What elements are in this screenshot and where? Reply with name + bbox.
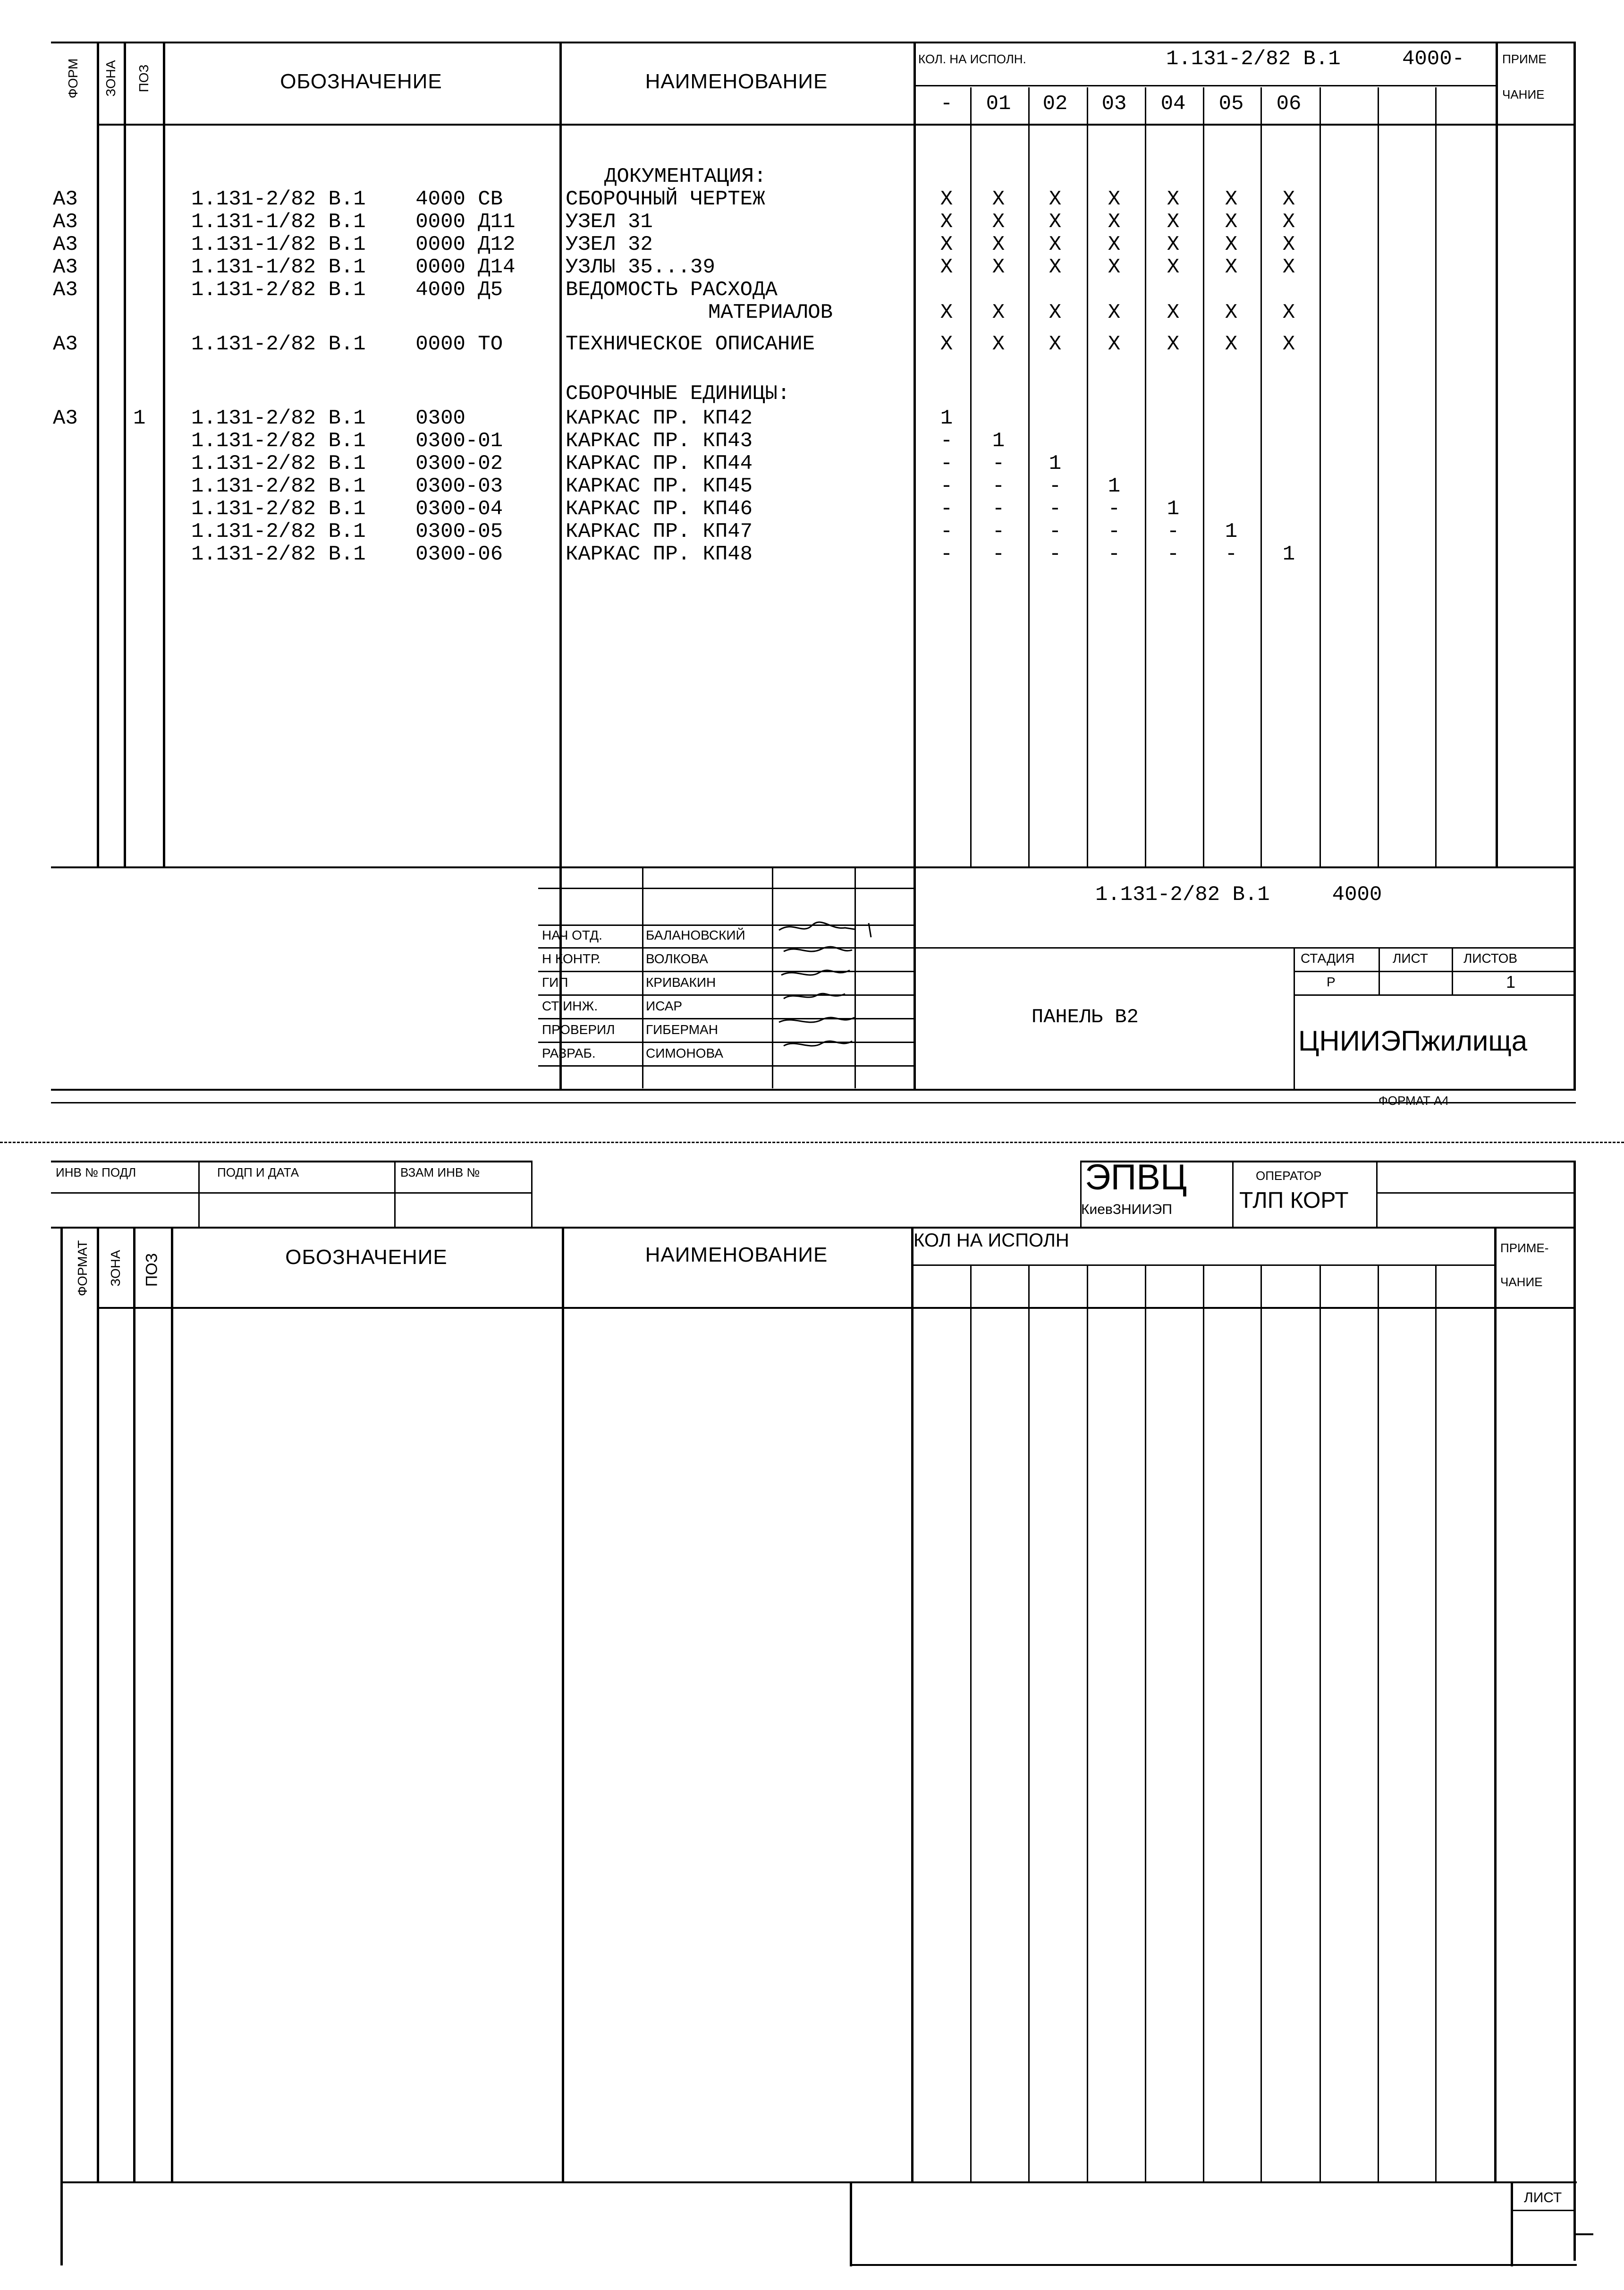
- table-row: МАТЕРИАЛОВ X X X X X X X: [708, 301, 1295, 324]
- variant-header-2: 02: [1042, 92, 1068, 116]
- signer-name: СИМОНОВА: [646, 1046, 723, 1060]
- replace-inv-label: ВЗАМ ИНВ №: [400, 1165, 480, 1179]
- stage-label: СТАДИЯ: [1301, 951, 1355, 966]
- note-header-2: ЧАНИЕ: [1502, 87, 1545, 102]
- table-row: 1.131-2/82 В.1 0300-05 КАРКАС ПР. КП47 - - - - - 1: [191, 520, 1238, 543]
- variant-header-0: -: [940, 92, 953, 116]
- col-zone-header: ЗОНА: [103, 60, 118, 97]
- table-row: [0, 165, 1624, 188]
- variant-header-1: 01: [986, 92, 1011, 116]
- signer-role: Н КОНТР.: [542, 951, 601, 966]
- signer-name: ВОЛКОВА: [646, 951, 708, 966]
- col-zone-header: ЗОНА: [108, 1250, 123, 1287]
- title-doc-number: 1.131-2/82 В.1 4000: [1095, 883, 1382, 907]
- variant-header-3: 03: [1101, 92, 1127, 116]
- signer-role: СТ ИНЖ.: [542, 999, 598, 1013]
- col-format-header: ФОРМ: [66, 58, 80, 99]
- row-name: ДОКУМЕНТАЦИЯ:: [604, 165, 767, 188]
- sheet-label: ЛИСТ: [1393, 951, 1428, 966]
- designation-header: ОБОЗНАЧЕНИЕ: [285, 1246, 448, 1269]
- name-header: НАИМЕНОВАНИЕ: [645, 1243, 828, 1266]
- table-row: А3 1.131-2/82 В.1 4000 Д5 ВЕДОМОСТЬ РАСХОДА: [53, 278, 778, 302]
- signer-name: ИСАР: [646, 999, 683, 1013]
- table-row: А3 1.131-2/82 В.1 4000 СВ СБОРОЧНЫЙ ЧЕРТЕЖ X X X X X X X: [53, 187, 1295, 211]
- qty-label: КОЛ. НА ИСПОЛН.: [918, 52, 1026, 66]
- signer-name: ГИБЕРМАН: [646, 1022, 718, 1037]
- format-label: ФОРМАТ А4: [1379, 1094, 1449, 1108]
- note-header-1: ПРИМЕ: [1502, 52, 1547, 66]
- sheets-label: ЛИСТОВ: [1463, 951, 1518, 966]
- table-row: 1.131-2/82 В.1 0300-06 КАРКАС ПР. КП48 - - - - - - 1: [191, 543, 1295, 566]
- inv-label: ИНВ № ПОДЛ: [56, 1165, 136, 1179]
- title-organization: ЦНИИЭПжилища: [1298, 1025, 1528, 1057]
- table-row: 1.131-2/82 В.1 0300-02 КАРКАС ПР. КП44 - - 1: [191, 452, 1062, 475]
- signer-role: ГИП: [542, 975, 568, 990]
- table-row: А3 1 1.131-2/82 В.1 0300 КАРКАС ПР. КП42 1: [53, 407, 953, 430]
- note-header-2: ЧАНИЕ: [1500, 1275, 1543, 1289]
- sheets-value: 1: [1506, 972, 1516, 992]
- variant-header-5: 05: [1218, 92, 1244, 116]
- sign-date-label: ПОДП И ДАТА: [217, 1165, 299, 1179]
- table-row: 1.131-2/82 В.1 0300-01 КАРКАС ПР. КП43 - 1: [191, 429, 1005, 453]
- col-pos-header: ПОЗ: [136, 64, 151, 93]
- signer-role: ПРОВЕРИЛ: [542, 1022, 615, 1037]
- center-subtitle: КиевЗНИИЭП: [1081, 1202, 1172, 1217]
- table-row: А3 1.131-1/82 В.1 0000 Д11 УЗЕЛ 31 X X X X X X X: [53, 210, 1295, 234]
- signer-name: БАЛАНОВСКИЙ: [646, 928, 745, 942]
- stage-value: Р: [1327, 975, 1336, 989]
- table-row: А3 1.131-1/82 В.1 0000 Д14 УЗЛЫ 35...39 X X X X X X X: [53, 255, 1295, 279]
- name-header: НАИМЕНОВАНИЕ: [645, 70, 828, 93]
- col-pos-header: ПОЗ: [143, 1253, 161, 1287]
- title-panel-name: ПАНЕЛЬ В2: [1032, 1006, 1139, 1028]
- note-header-1: ПРИМЕ-: [1500, 1241, 1549, 1255]
- operator-value: ТЛП КОРТ: [1239, 1188, 1349, 1213]
- col-format-header: ФОРМАТ: [75, 1240, 90, 1297]
- variant-header-6: 06: [1276, 92, 1302, 116]
- signer-role: РАЗРАБ.: [542, 1046, 596, 1060]
- doc-num-header: 4000-: [1402, 47, 1465, 71]
- operator-label: ОПЕРАТОР: [1256, 1169, 1322, 1183]
- signer-role: НАЧ ОТД.: [542, 928, 602, 942]
- signer-name: КРИВАКИН: [646, 975, 716, 990]
- table-row: А3 1.131-1/82 В.1 0000 Д12 УЗЕЛ 32 X X X X X X X: [53, 233, 1295, 256]
- designation-header: ОБОЗНАЧЕНИЕ: [280, 70, 442, 93]
- table-row: 1.131-2/82 В.1 0300-03 КАРКАС ПР. КП45 - - - 1: [191, 475, 1121, 498]
- variant-header-4: 04: [1160, 92, 1186, 116]
- center-logo: ЭПВЦ: [1085, 1157, 1187, 1197]
- sheet-separator: [0, 1142, 1624, 1143]
- table-row: СБОРОЧНЫЕ ЕДИНИЦЫ:: [566, 382, 790, 406]
- qty-label: КОЛ НА ИСПОЛН: [914, 1230, 1069, 1251]
- signatures: [774, 902, 897, 1081]
- table-row: А3 1.131-2/82 В.1 0000 ТО ТЕХНИЧЕСКОЕ ОПИСАНИЕ X X X X X X X: [53, 332, 1295, 356]
- doc-code-header: 1.131-2/82 В.1: [1166, 47, 1341, 71]
- table-row: 1.131-2/82 В.1 0300-04 КАРКАС ПР. КП46 - - - - 1: [191, 497, 1180, 521]
- sheet-footer-label: ЛИСТ: [1524, 2190, 1562, 2205]
